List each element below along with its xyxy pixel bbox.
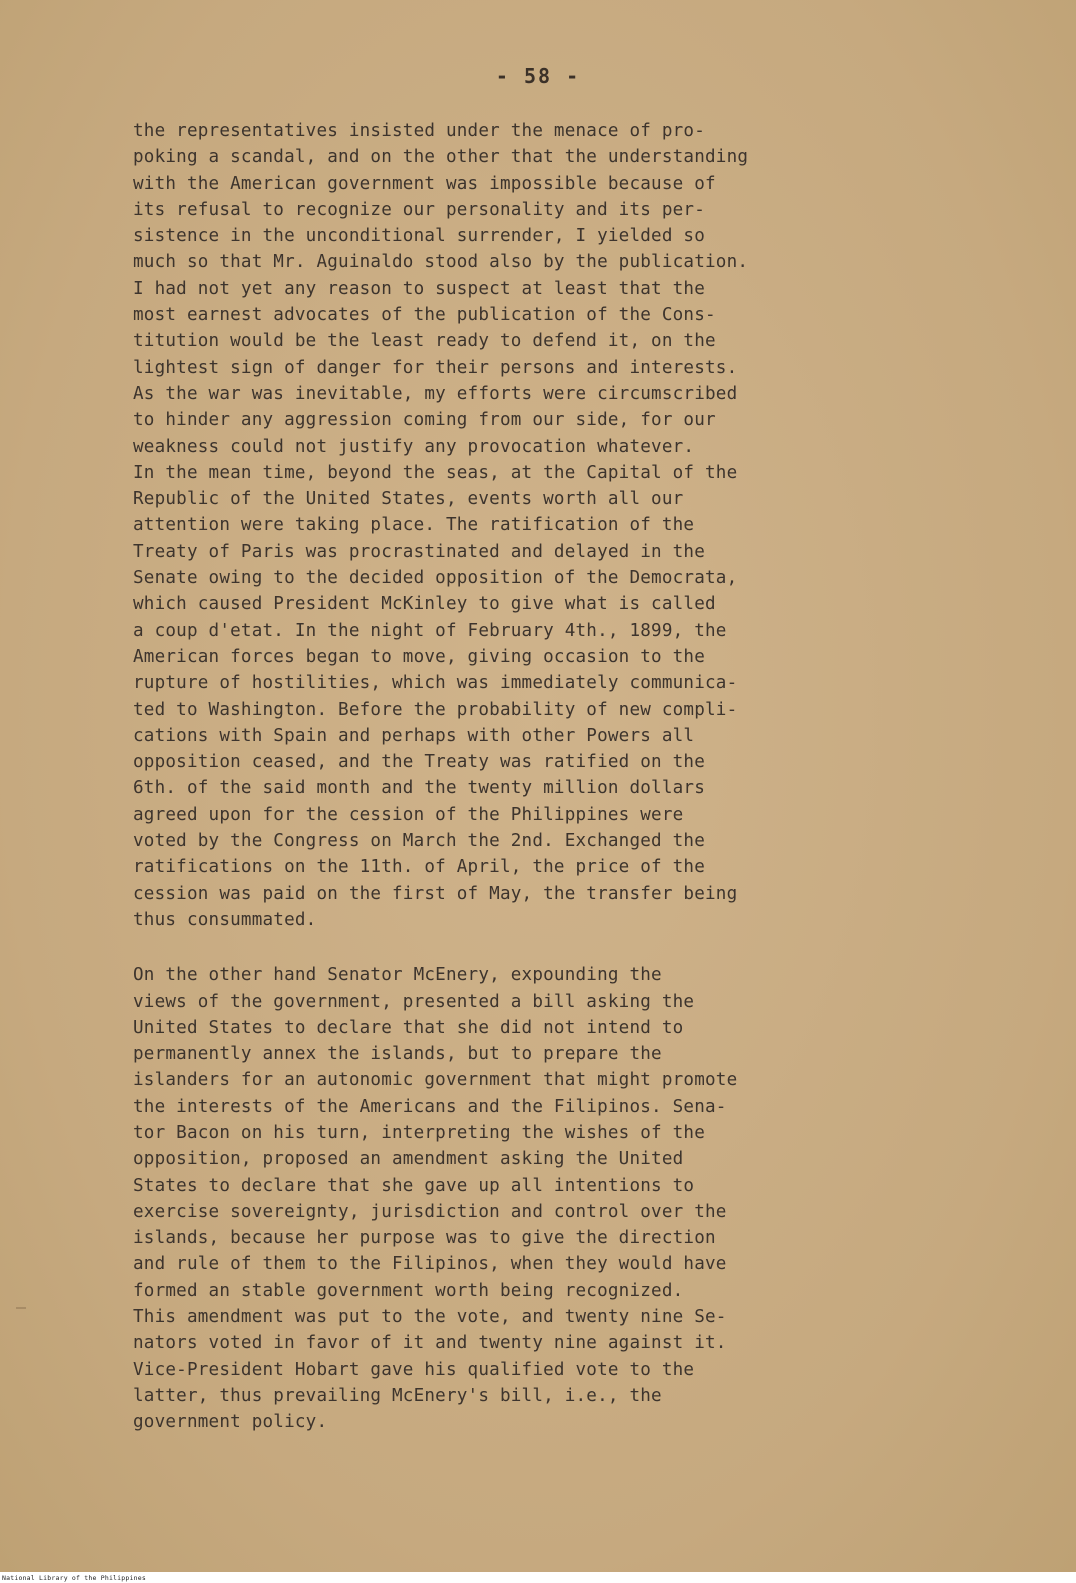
paragraph-2: [133, 962, 923, 1435]
text-line: sistence in the unconditional surrender, I yielded so: [133, 226, 705, 247]
text-line: cations with Spain and perhaps with other Powers all: [133, 725, 695, 746]
paragraph-gap: [133, 933, 923, 962]
text-line: ted to Washington. Before the probability of new compli-: [133, 699, 738, 720]
text-line: ratifications on the 11th. of April, the price of the: [133, 857, 705, 878]
text-line: In the mean time, beyond the seas, at the Capital of the: [133, 462, 738, 483]
text-line: its refusal to recognize our personality and its per-: [133, 199, 705, 220]
text-line: to hinder any aggression coming from our side, for our: [133, 410, 716, 431]
text-line: the interests of the Americans and the Filipinos. Sena-: [133, 1096, 727, 1117]
text-line: much so that Mr. Aguinaldo stood also by the publication.: [133, 252, 749, 273]
text-line: cession was paid on the first of May, the transfer being: [133, 883, 738, 904]
text-line: voted by the Congress on March the 2nd. Exchanged the: [133, 831, 705, 852]
text-line: On the other hand Senator McEnery, expounding the: [133, 965, 662, 986]
document-body: [133, 118, 923, 1436]
text-line: I had not yet any reason to suspect at least that the: [133, 278, 705, 299]
text-line: government policy.: [133, 1412, 328, 1433]
text-line: rupture of hostilities, which was immediately communica-: [133, 673, 738, 694]
text-line: weakness could not justify any provocation whatever.: [133, 436, 695, 457]
text-line: nators voted in favor of it and twenty nine against it.: [133, 1333, 727, 1354]
text-line: formed an stable government worth being recognized.: [133, 1280, 684, 1301]
text-line: agreed upon for the cession of the Philippines were: [133, 804, 684, 825]
text-line: most earnest advocates of the publication of the Cons-: [133, 305, 716, 326]
text-line: islands, because her purpose was to give the direction: [133, 1228, 716, 1249]
text-line: American forces began to move, giving occasion to the: [133, 646, 705, 667]
scan-mark: [16, 1307, 26, 1309]
text-line: poking a scandal, and on the other that the understanding: [133, 147, 749, 168]
text-line: the representatives insisted under the menace of pro-: [133, 121, 705, 141]
text-line: opposition, proposed an amendment asking the United: [133, 1149, 684, 1170]
text-line: which caused President McKinley to give what is called: [133, 594, 716, 615]
text-line: attention were taking place. The ratification of the: [133, 515, 695, 536]
page-number: - 58 -: [495, 64, 581, 88]
text-line: and rule of them to the Filipinos, when they would have: [133, 1254, 727, 1275]
paragraph-1: [133, 118, 923, 933]
text-line: 6th. of the said month and the twenty million dollars: [133, 778, 705, 799]
text-line: exercise sovereignty, jurisdiction and control over the: [133, 1201, 727, 1222]
text-line: Senate owing to the decided opposition of the Democrata,: [133, 568, 738, 589]
text-line: lightest sign of danger for their persons and interests.: [133, 357, 738, 378]
text-line: Treaty of Paris was procrastinated and delayed in the: [133, 541, 705, 562]
text-line: a coup d'etat. In the night of February 4th., 1899, the: [133, 620, 727, 641]
text-line: United States to declare that she did not intend to: [133, 1017, 684, 1038]
text-line: thus consummated.: [133, 909, 317, 930]
text-line: Republic of the United States, events worth all our: [133, 489, 684, 510]
text-line: islanders for an autonomic government that might promote: [133, 1070, 738, 1091]
text-line: latter, thus prevailing McEnery's bill, i.e., the: [133, 1385, 662, 1406]
text-line: permanently annex the islands, but to prepare the: [133, 1044, 662, 1065]
text-line: This amendment was put to the vote, and twenty nine Se-: [133, 1307, 727, 1328]
text-line: tor Bacon on his turn, interpreting the wishes of the: [133, 1122, 705, 1143]
text-line: opposition ceased, and the Treaty was ratified on the: [133, 752, 705, 773]
footer-credit: National Library of the Philippines: [2, 1574, 146, 1582]
text-line: States to declare that she gave up all intentions to: [133, 1175, 695, 1196]
text-line: titution would be the least ready to defend it, on the: [133, 331, 716, 352]
text-line: Vice-President Hobart gave his qualified vote to the: [133, 1359, 695, 1380]
text-line: views of the government, presented a bill asking the: [133, 991, 695, 1012]
text-line: with the American government was impossible because of: [133, 173, 716, 194]
text-line: As the war was inevitable, my efforts were circumscribed: [133, 383, 738, 404]
